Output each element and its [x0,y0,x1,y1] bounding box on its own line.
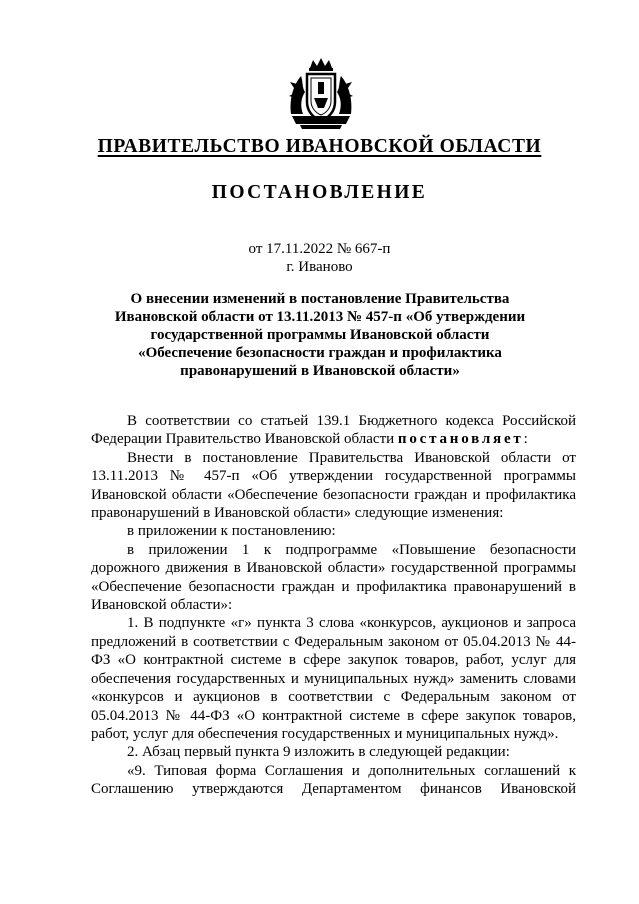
document-subject [110,290,530,380]
subject-line: государственной программы Ивановской области [150,327,490,343]
document-body [91,412,576,799]
date-and-number: от 17.11.2022 № 667-п [248,241,391,257]
body-paragraph: в приложении 1 к подпрограмме «Повышение безопасности дорожного движения в Ивановской области» государственной программы «Обеспечение безопасности граждан и профилактика правонарушений в Ивановской области»: [91,541,576,614]
document-type-heading: ПОСТАНОВЛЕНИЕ [211,182,428,203]
body-paragraph: «9. Типовая форма Соглашения и дополнительных соглашений к Соглашению утверждаются Департаментом финансов Ивановской [91,762,576,798]
preamble-end: : [523,431,528,448]
city-line: г. Иваново [286,259,353,275]
coat-of-arms-emblem [288,58,354,130]
subject-line: правонарушений в Ивановской области» [180,363,460,379]
preamble-text: В соответствии со статьей 139.1 Бюджетного кодекса Российской Федерации Правительство Ивановской области [91,413,576,448]
subject-line: «Обеспечение безопасности граждан и профилактика [138,345,502,361]
subject-line: О внесении изменений в постановление Правительства [130,291,510,307]
decree-word: постановляет [397,431,524,448]
body-paragraph: в приложении к постановлению: [127,523,336,540]
body-paragraph [91,412,576,449]
body-paragraph: 2. Абзац первый пункта 9 изложить в следующей редакции: [127,744,510,761]
organization-name: ПРАВИТЕЛЬСТВО ИВАНОВСКОЙ ОБЛАСТИ [97,136,542,157]
body-paragraph: Внести в постановление Правительства Ивановской области от 13.11.2013 № 457-п «Об утверждении государственной программы Ивановской области «Обеспечение безопасности граждан и профилактика правонарушений в Ивановской области» следующие изменения: [91,449,576,522]
organization-title [0,136,639,158]
body-paragraph: 1. В подпункте «г» пункта 3 слова «конкурсов, аукционов и запроса предложений в соответствии с Федеральным законом от 05.04.2013 № 44-ФЗ «О контрактной системе в сфере закупок товаров, работ, услуг для обеспечения государственных и муниципальных нужд» заменить словами «конкурсов и аукционов в соответствии с Федеральным законом от 05.04.2013 № 44-ФЗ «О контрактной системе в сфере закупок товаров, работ, услуг для обеспечения государственных и муниципальных нужд». [91,615,576,742]
subject-line: Ивановской области от 13.11.2013 № 457-п «Об утверждении [114,309,526,325]
